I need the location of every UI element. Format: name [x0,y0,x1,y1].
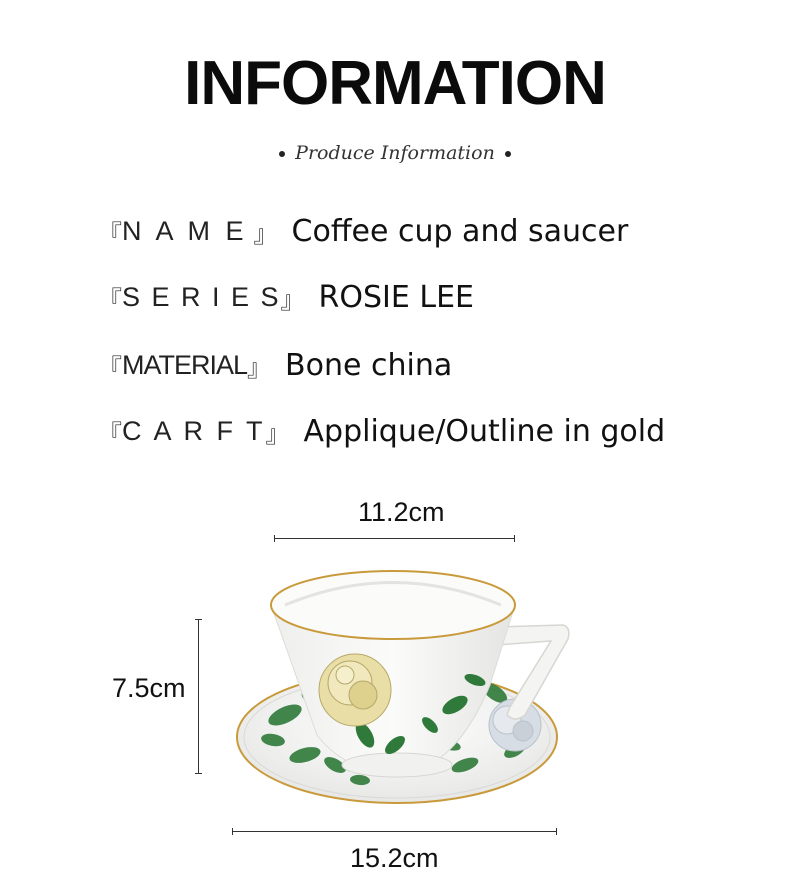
spec-value: Bone china [285,347,453,383]
dimension-tick [274,535,275,542]
dimension-line-bottom [232,831,557,832]
page-subtitle [0,142,790,164]
bracket-open: 『 [98,353,122,382]
dimension-tick [556,828,557,835]
bracket-open: 『 [98,285,122,314]
yellow-rose [319,654,391,726]
dimension-tick [232,828,233,835]
spec-row-material [98,345,452,385]
dimension-width-bottom: 15.2cm [350,843,439,873]
dimension-height: 7.5cm [112,673,186,703]
spec-label: N A M E [122,215,248,246]
bullet-dot-right [505,151,511,157]
dimension-tick [195,773,202,774]
bracket-open: 『 [98,419,122,448]
spec-label: MATERIAL [122,349,248,380]
spec-row-series [98,277,474,317]
dimension-width-top: 11.2cm [358,497,445,527]
dimension-tick [195,619,202,620]
spec-row-name [98,211,628,251]
subtitle-text: Produce Information [295,142,495,164]
bracket-open: 『 [98,219,122,248]
spec-value: Coffee cup and saucer [291,213,629,249]
bracket-close: 』 [247,353,272,382]
spec-label: S E R I E S [122,281,281,312]
spec-value: ROSIE LEE [318,279,475,315]
bullet-dot-left [279,151,285,157]
spec-label: C A R F T [122,415,266,446]
dimension-line-top [274,538,515,539]
dimension-tick [514,535,515,542]
page-title: INFORMATION [184,49,606,118]
spec-row-craft [98,411,665,451]
bracket-close: 』 [280,285,305,314]
spec-value: Applique/Outline in gold [303,413,666,449]
bracket-close: 』 [265,419,290,448]
cup-and-saucer-image [225,565,570,810]
bracket-close: 』 [253,219,278,248]
dimension-line-height [198,619,199,774]
